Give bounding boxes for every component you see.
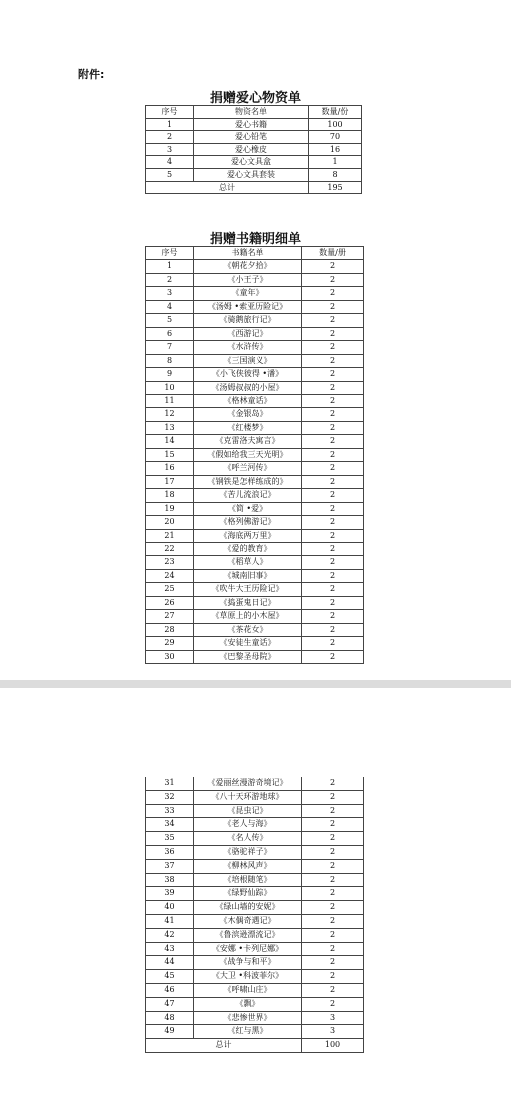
row-quantity: 2 [302, 529, 364, 542]
row-index: 9 [146, 368, 194, 381]
row-index: 13 [146, 421, 194, 434]
row-quantity: 2 [302, 859, 364, 873]
row-item-name: 《城南旧事》 [194, 569, 302, 582]
total-label: 总计 [146, 181, 309, 194]
row-quantity: 3 [302, 1011, 364, 1025]
row-index: 3 [146, 287, 194, 300]
row-quantity: 2 [302, 341, 364, 354]
row-item-name: 《呼啸山庄》 [194, 983, 302, 997]
row-item-name: 《捣蛋鬼日记》 [194, 596, 302, 609]
row-index: 24 [146, 569, 194, 582]
row-quantity: 2 [302, 997, 364, 1011]
table-row [146, 1025, 364, 1039]
table-row [146, 1011, 364, 1025]
row-quantity: 2 [302, 650, 364, 663]
row-index: 14 [146, 435, 194, 448]
row-quantity: 2 [302, 970, 364, 984]
table-row [146, 887, 364, 901]
row-item-name: 《西游记》 [194, 327, 302, 340]
row-item-name: 《格列佛游记》 [194, 516, 302, 529]
table-row [146, 818, 364, 832]
row-item-name: 《八十天环游地球》 [194, 790, 302, 804]
table-row [146, 997, 364, 1011]
table-row [146, 516, 364, 529]
header-index: 序号 [146, 106, 194, 119]
row-quantity: 2 [302, 542, 364, 555]
table-row [146, 569, 364, 582]
table-row [146, 956, 364, 970]
row-item-name: 《汤姆叔叔的小屋》 [194, 381, 302, 394]
header-quantity: 数量/份 [309, 106, 362, 119]
attachment-label: 附件: [78, 68, 105, 81]
row-item-name: 《名人传》 [194, 832, 302, 846]
table-row [146, 260, 364, 273]
table-row [146, 394, 364, 407]
table-row [146, 983, 364, 997]
row-quantity: 2 [302, 381, 364, 394]
row-index: 44 [146, 956, 194, 970]
row-item-name: 《童年》 [194, 287, 302, 300]
table-header-row [146, 106, 362, 119]
row-index: 30 [146, 650, 194, 663]
row-quantity: 2 [302, 300, 364, 313]
row-item-name: 《小王子》 [194, 273, 302, 286]
row-index: 45 [146, 970, 194, 984]
row-quantity: 2 [302, 408, 364, 421]
row-index: 16 [146, 462, 194, 475]
table-row [146, 583, 364, 596]
row-quantity: 2 [302, 462, 364, 475]
row-index: 18 [146, 489, 194, 502]
table-row [146, 287, 364, 300]
row-item-name: 《朝花夕拾》 [194, 260, 302, 273]
row-index: 31 [146, 777, 194, 790]
table-row [146, 637, 364, 650]
row-quantity: 2 [302, 845, 364, 859]
table-row [146, 314, 364, 327]
row-index: 20 [146, 516, 194, 529]
row-quantity: 2 [302, 610, 364, 623]
row-index: 2 [146, 273, 194, 286]
row-index: 33 [146, 804, 194, 818]
row-index: 8 [146, 354, 194, 367]
row-quantity: 2 [302, 489, 364, 502]
row-index: 39 [146, 887, 194, 901]
row-item-name: 《钢铁是怎样练成的》 [194, 475, 302, 488]
table-row [146, 168, 362, 181]
row-index: 5 [146, 314, 194, 327]
table-row [146, 777, 364, 790]
row-index: 2 [146, 131, 194, 144]
row-item-name: 《鲁滨逊漂流记》 [194, 928, 302, 942]
table-row [146, 368, 364, 381]
row-item-name: 《红与黑》 [194, 1025, 302, 1039]
row-item-name: 《格林童话》 [194, 394, 302, 407]
row-item-name: 《柳林风声》 [194, 859, 302, 873]
row-index: 25 [146, 583, 194, 596]
total-row [146, 181, 362, 194]
table-row [146, 859, 364, 873]
row-quantity: 2 [302, 421, 364, 434]
row-item-name: 《克雷洛夫寓言》 [194, 435, 302, 448]
row-item-name: 《绿山墙的安妮》 [194, 901, 302, 915]
row-quantity: 2 [302, 790, 364, 804]
row-quantity: 2 [302, 956, 364, 970]
table-row [146, 873, 364, 887]
row-index: 40 [146, 901, 194, 915]
row-quantity: 2 [302, 583, 364, 596]
row-item-name: 《吹牛大王历险记》 [194, 583, 302, 596]
row-quantity: 2 [302, 637, 364, 650]
book-list-table [145, 246, 364, 664]
row-item-name: 《骆驼祥子》 [194, 845, 302, 859]
row-item-name: 《老人与海》 [194, 818, 302, 832]
total-value: 195 [309, 181, 362, 194]
table-row [146, 131, 362, 144]
row-item-name: 爱心橡皮 [194, 143, 309, 156]
table-row [146, 300, 364, 313]
row-item-name: 《呼兰河传》 [194, 462, 302, 475]
row-item-name: 爱心书籍 [194, 118, 309, 131]
table-row [146, 790, 364, 804]
table-row [146, 650, 364, 663]
row-item-name: 《茶花女》 [194, 623, 302, 636]
row-item-name: 《悲惨世界》 [194, 1011, 302, 1025]
row-index: 48 [146, 1011, 194, 1025]
row-item-name: 《安娜 •卡列尼娜》 [194, 942, 302, 956]
table-row [146, 273, 364, 286]
row-quantity: 2 [302, 287, 364, 300]
row-index: 49 [146, 1025, 194, 1039]
row-index: 26 [146, 596, 194, 609]
row-item-name: 《爱的教育》 [194, 542, 302, 555]
row-item-name: 《金银岛》 [194, 408, 302, 421]
row-quantity: 2 [302, 556, 364, 569]
table-row [146, 475, 364, 488]
row-index: 12 [146, 408, 194, 421]
row-quantity: 2 [302, 804, 364, 818]
row-quantity: 2 [302, 516, 364, 529]
table-row [146, 143, 362, 156]
row-item-name: 《培根随笔》 [194, 873, 302, 887]
table-row [146, 970, 364, 984]
row-index: 32 [146, 790, 194, 804]
row-index: 11 [146, 394, 194, 407]
row-index: 1 [146, 260, 194, 273]
row-item-name: 《巴黎圣母院》 [194, 650, 302, 663]
table-row [146, 448, 364, 461]
row-quantity: 2 [302, 777, 364, 790]
row-quantity: 2 [302, 928, 364, 942]
row-index: 35 [146, 832, 194, 846]
table-row [146, 156, 362, 169]
row-quantity: 2 [302, 887, 364, 901]
book-list-body-page-2 [146, 777, 364, 1039]
table-row [146, 502, 364, 515]
row-item-name: 《昆虫记》 [194, 804, 302, 818]
row-index: 4 [146, 156, 194, 169]
row-index: 36 [146, 845, 194, 859]
table-row [146, 489, 364, 502]
row-quantity: 2 [302, 832, 364, 846]
row-quantity: 2 [302, 569, 364, 582]
row-quantity: 2 [302, 623, 364, 636]
table-row [146, 901, 364, 915]
table-row [146, 462, 364, 475]
row-index: 42 [146, 928, 194, 942]
row-item-name: 《海底两万里》 [194, 529, 302, 542]
row-index: 15 [146, 448, 194, 461]
table-row [146, 408, 364, 421]
row-quantity: 2 [302, 435, 364, 448]
row-quantity: 70 [309, 131, 362, 144]
row-index: 34 [146, 818, 194, 832]
page-separator [0, 680, 511, 688]
row-index: 47 [146, 997, 194, 1011]
table-row [146, 341, 364, 354]
row-item-name: 《简 •爱》 [194, 502, 302, 515]
row-item-name: 《安徒生童话》 [194, 637, 302, 650]
row-item-name: 《水浒传》 [194, 341, 302, 354]
row-item-name: 《战争与和平》 [194, 956, 302, 970]
table-row [146, 623, 364, 636]
row-quantity: 2 [302, 314, 364, 327]
table-row [146, 354, 364, 367]
row-item-name: 《木偶奇遇记》 [194, 914, 302, 928]
row-quantity: 2 [302, 273, 364, 286]
row-index: 17 [146, 475, 194, 488]
donation-list-table [145, 105, 362, 194]
row-quantity: 2 [302, 475, 364, 488]
table-row [146, 942, 364, 956]
row-quantity: 2 [302, 327, 364, 340]
row-index: 38 [146, 873, 194, 887]
table-row [146, 832, 364, 846]
table-row [146, 596, 364, 609]
table-row [146, 529, 364, 542]
table-row [146, 804, 364, 818]
header-quantity: 数量/册 [302, 247, 364, 260]
row-index: 19 [146, 502, 194, 515]
row-quantity: 1 [309, 156, 362, 169]
table-row [146, 556, 364, 569]
row-item-name: 《三国演义》 [194, 354, 302, 367]
book-list-body-page-1 [146, 260, 364, 664]
row-item-name: 《假如给我三天光明》 [194, 448, 302, 461]
row-item-name: 《小飞侠彼得 •潘》 [194, 368, 302, 381]
row-index: 21 [146, 529, 194, 542]
row-item-name: 爱心文具盒 [194, 156, 309, 169]
row-index: 3 [146, 143, 194, 156]
table-row [146, 845, 364, 859]
table-row [146, 327, 364, 340]
row-item-name: 《飘》 [194, 997, 302, 1011]
row-quantity: 2 [302, 596, 364, 609]
row-item-name: 爱心铅笔 [194, 131, 309, 144]
table-row [146, 435, 364, 448]
row-quantity: 3 [302, 1025, 364, 1039]
table-row [146, 914, 364, 928]
row-index: 1 [146, 118, 194, 131]
row-quantity: 16 [309, 143, 362, 156]
table-row [146, 381, 364, 394]
row-index: 43 [146, 942, 194, 956]
table-row [146, 928, 364, 942]
row-quantity: 2 [302, 942, 364, 956]
row-quantity: 2 [302, 448, 364, 461]
header-book: 书籍名单 [194, 247, 302, 260]
table-row [146, 118, 362, 131]
row-index: 4 [146, 300, 194, 313]
row-index: 28 [146, 623, 194, 636]
row-item-name: 《绿野仙踪》 [194, 887, 302, 901]
row-index: 10 [146, 381, 194, 394]
row-index: 41 [146, 914, 194, 928]
row-index: 5 [146, 168, 194, 181]
row-quantity: 2 [302, 394, 364, 407]
row-item-name: 《汤姆 •索亚历险记》 [194, 300, 302, 313]
row-index: 7 [146, 341, 194, 354]
row-quantity: 100 [309, 118, 362, 131]
row-quantity: 2 [302, 368, 364, 381]
header-item: 物资名单 [194, 106, 309, 119]
row-quantity: 2 [302, 818, 364, 832]
row-quantity: 2 [302, 914, 364, 928]
donation-list-body [146, 118, 362, 181]
donation-list-title: 捐赠爱心物资单 [209, 91, 301, 106]
table-row [146, 421, 364, 434]
row-quantity: 8 [309, 168, 362, 181]
row-index: 6 [146, 327, 194, 340]
row-quantity: 2 [302, 901, 364, 915]
row-index: 27 [146, 610, 194, 623]
row-quantity: 2 [302, 873, 364, 887]
table-header-row [146, 247, 364, 260]
row-index: 37 [146, 859, 194, 873]
total-label: 总计 [146, 1039, 302, 1053]
row-item-name: 爱心文具套装 [194, 168, 309, 181]
row-quantity: 2 [302, 502, 364, 515]
header-index: 序号 [146, 247, 194, 260]
row-quantity: 2 [302, 354, 364, 367]
table-row [146, 610, 364, 623]
row-item-name: 《草原上的小木屋》 [194, 610, 302, 623]
total-row [146, 1039, 364, 1053]
row-index: 46 [146, 983, 194, 997]
row-index: 23 [146, 556, 194, 569]
row-index: 29 [146, 637, 194, 650]
table-row [146, 542, 364, 555]
total-value: 100 [302, 1039, 364, 1053]
row-item-name: 《大卫 •科波菲尔》 [194, 970, 302, 984]
row-index: 22 [146, 542, 194, 555]
row-item-name: 《红楼梦》 [194, 421, 302, 434]
book-list-title: 捐赠书籍明细单 [209, 232, 301, 247]
row-quantity: 2 [302, 260, 364, 273]
row-item-name: 《苦儿流浪记》 [194, 489, 302, 502]
row-item-name: 《稻草人》 [194, 556, 302, 569]
row-quantity: 2 [302, 983, 364, 997]
row-item-name: 《骑鹅旅行记》 [194, 314, 302, 327]
row-item-name: 《爱丽丝漫游奇境记》 [194, 777, 302, 790]
book-list-table-continued [145, 777, 364, 1053]
